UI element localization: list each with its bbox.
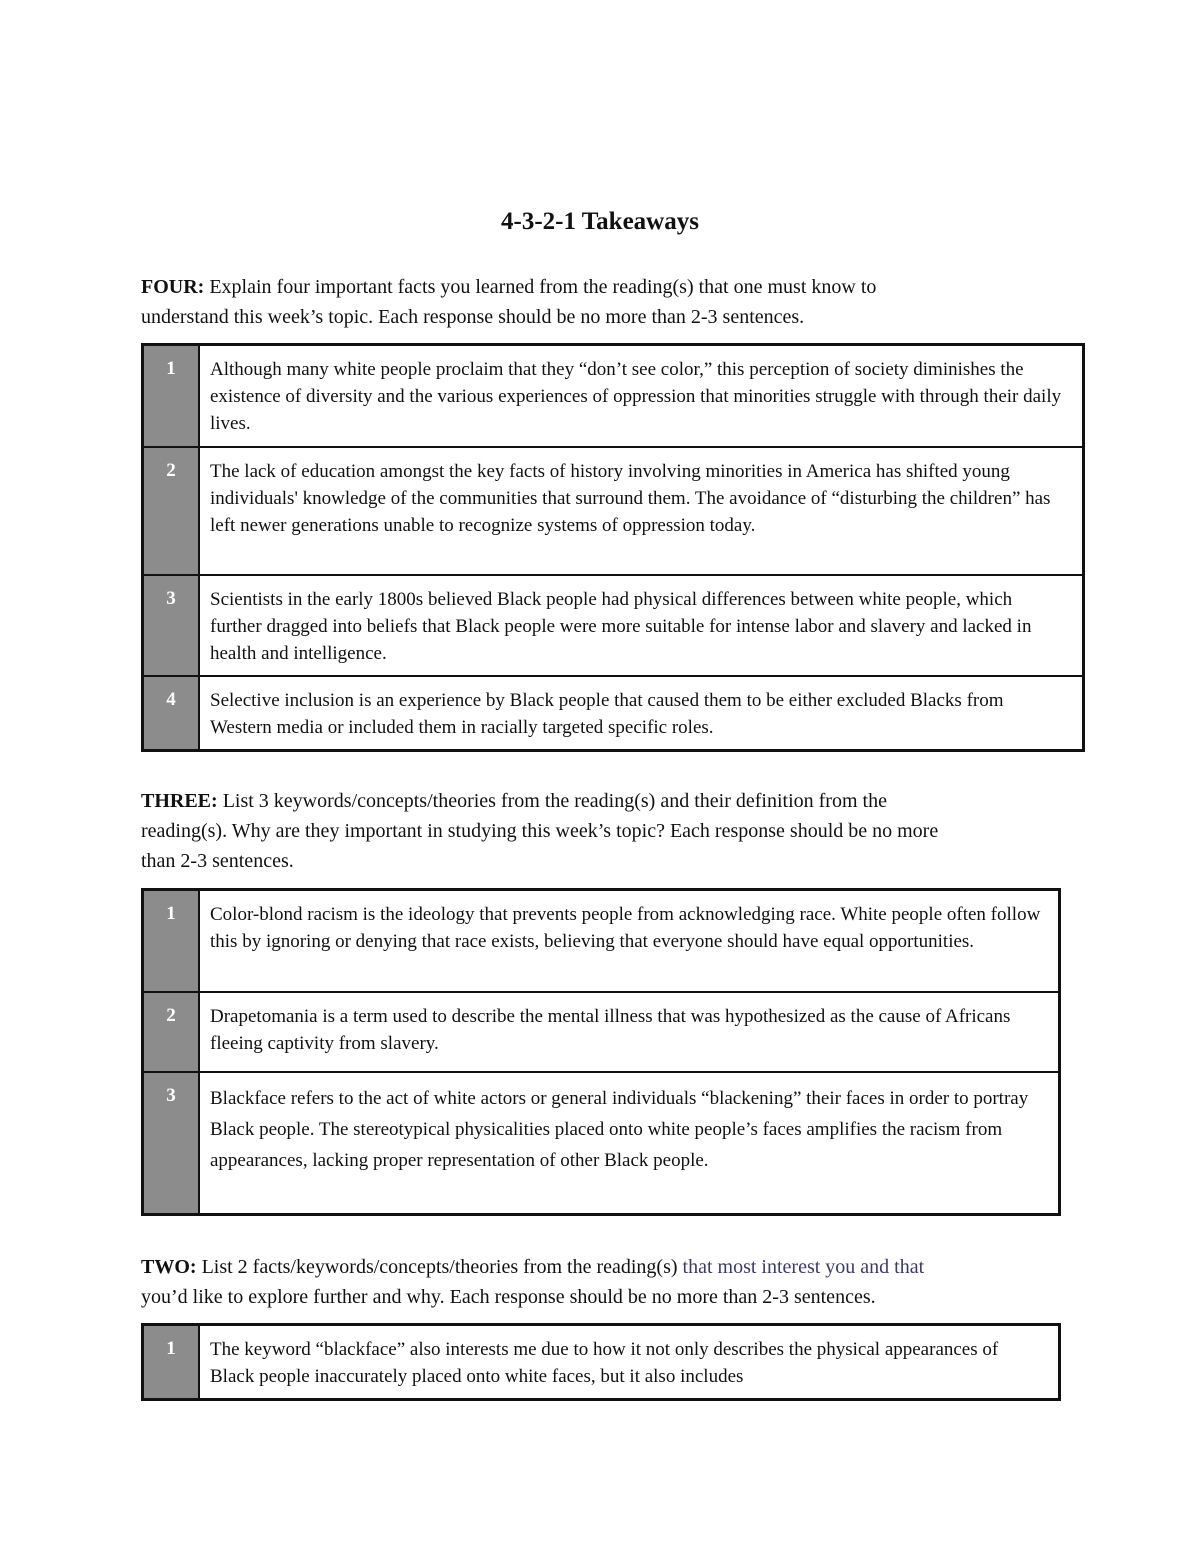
two-prompt-part1: List 2 facts/keywords/concepts/theories from the reading(s) — [196, 1256, 683, 1278]
two-table — [141, 1323, 1061, 1401]
two-prompt-line2: you’d like to explore further and why. Each response should be no more than 2-3 sentences. — [141, 1286, 876, 1308]
four-prompt-line1: Explain four important facts you learned from the reading(s) that one must know to — [204, 276, 877, 298]
response-text: The keyword “blackface” also interests me due to how it not only describes the physical appearances of Black people inaccurately placed onto white faces, but it also includes — [199, 1325, 1060, 1400]
table-row — [143, 345, 1084, 447]
three-prompt-line1: List 3 keywords/concepts/theories from the reading(s) and their definition from the — [217, 790, 887, 812]
response-text: Scientists in the early 1800s believed Black people had physical differences between white people, which further dragged into beliefs that Black people were more suitable for intense labor and slavery and lacked in health and intelligence. — [199, 575, 1084, 676]
row-number: 3 — [143, 575, 200, 676]
row-number: 1 — [143, 1325, 200, 1400]
table-row — [143, 447, 1084, 575]
row-number: 4 — [143, 676, 200, 751]
table-row — [143, 890, 1060, 992]
three-prompt-line2: reading(s). Why are they important in studying this week’s topic? Each response should be no more — [141, 820, 939, 842]
row-number: 2 — [143, 992, 200, 1072]
response-text: Although many white people proclaim that they “don’t see color,” this perception of society diminishes the existence of diversity and the various experiences of oppression that minorities struggle with through their daily lives. — [199, 345, 1084, 447]
row-number: 3 — [143, 1072, 200, 1215]
two-prompt — [141, 1252, 924, 1312]
three-prompt-line3: than 2-3 sentences. — [141, 850, 294, 872]
response-text: The lack of education amongst the key facts of history involving minorities in America has shifted young individuals' knowledge of the communities that surround them. The avoidance of “disturbing the children” has left newer generations unable to recognize systems of oppression today. — [199, 447, 1084, 575]
page-title: 4-3-2-1 Takeaways — [501, 208, 699, 235]
response-text: Color-blond racism is the ideology that prevents people from acknowledging race. White people often follow this by ignoring or denying that race exists, believing that everyone should have equal opportunities. — [199, 890, 1060, 992]
table-row — [143, 992, 1060, 1072]
table-row — [143, 1325, 1060, 1400]
two-label: TWO: — [141, 1256, 197, 1278]
four-prompt — [141, 272, 876, 332]
table-row — [143, 676, 1084, 751]
row-number: 2 — [143, 447, 200, 575]
row-number: 1 — [143, 345, 200, 447]
two-prompt-highlight: that most interest you and that — [682, 1256, 925, 1278]
four-label: FOUR: — [141, 276, 205, 298]
three-label: THREE: — [141, 790, 218, 812]
table-row — [143, 575, 1084, 676]
row-number: 1 — [143, 890, 200, 992]
response-text: Selective inclusion is an experience by Black people that caused them to be either excluded Blacks from Western media or included them in racially targeted specific roles. — [199, 676, 1084, 751]
four-prompt-line2: understand this week’s topic. Each response should be no more than 2-3 sentences. — [141, 306, 805, 328]
response-text: Drapetomania is a term used to describe the mental illness that was hypothesized as the cause of Africans fleeing captivity from slavery. — [199, 992, 1060, 1072]
three-prompt — [141, 786, 938, 876]
response-text: Blackface refers to the act of white actors or general individuals “blackening” their faces in order to portray Black people. The stereotypical physicalities placed onto white people’s faces amplifies the racism from appearances, lacking proper representation of other Black people. — [199, 1072, 1060, 1215]
three-table — [141, 888, 1061, 1216]
table-row — [143, 1072, 1060, 1215]
four-table — [141, 343, 1085, 752]
